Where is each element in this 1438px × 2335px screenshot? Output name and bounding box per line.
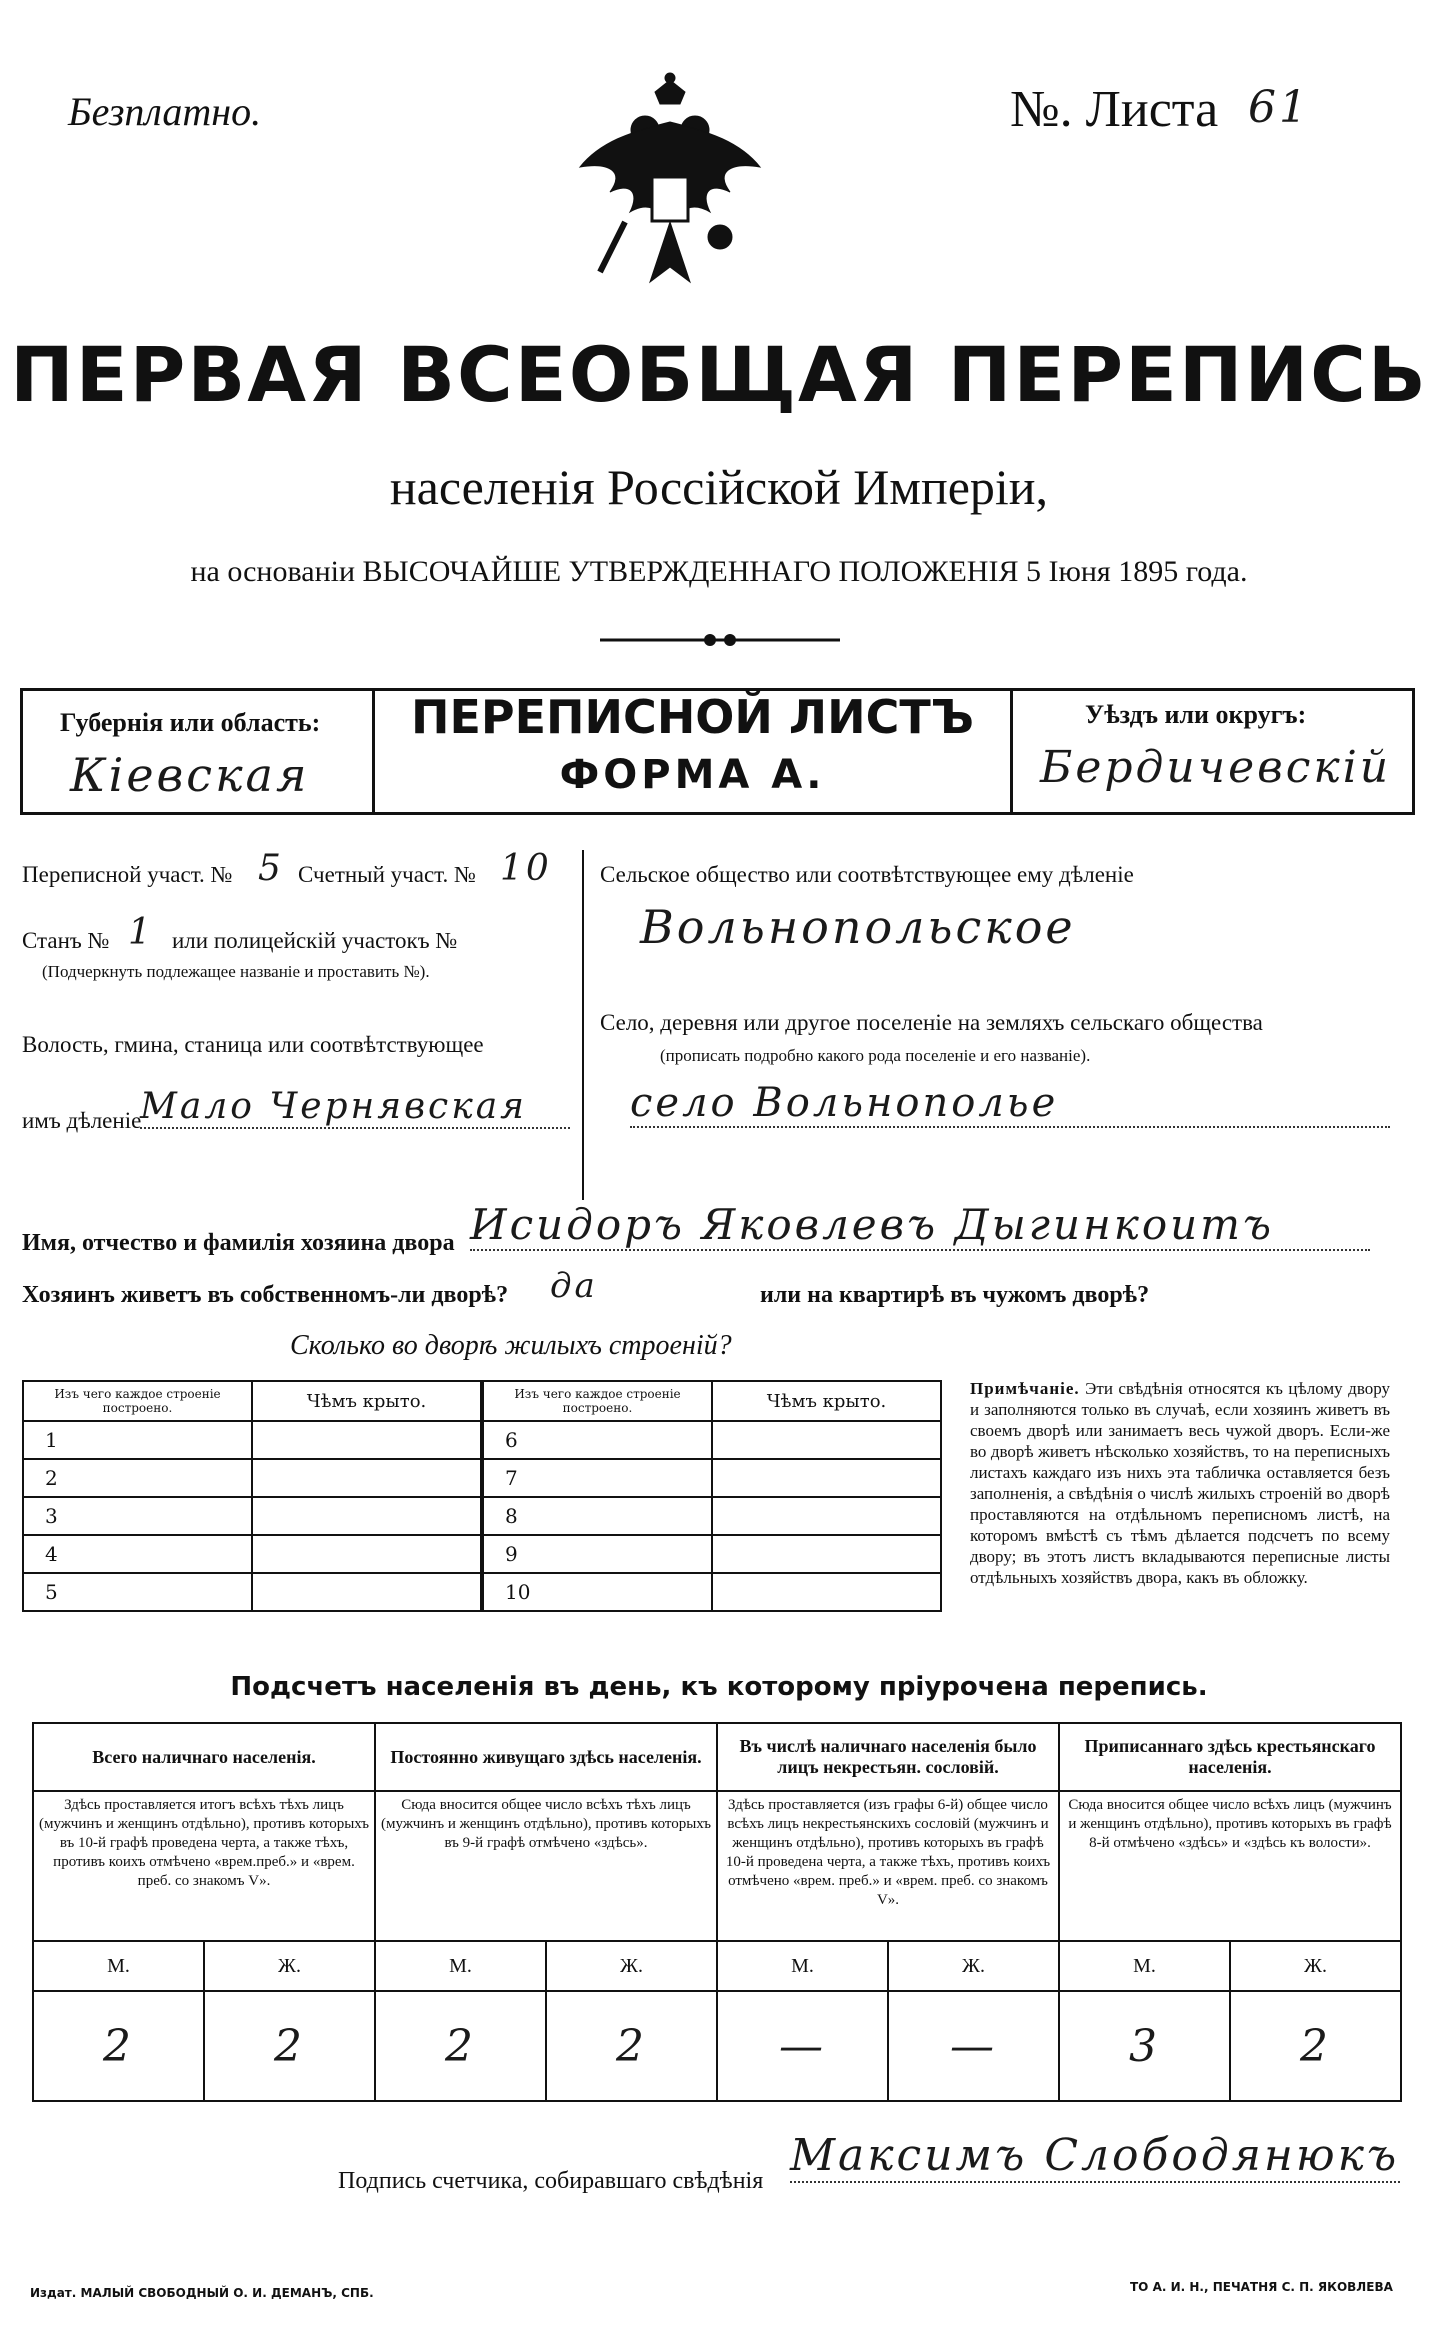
ornament-divider xyxy=(600,630,840,650)
police-label: или полицейскій участокъ № xyxy=(172,928,458,953)
column-description: Сюда вносится общее число всѣхъ лицъ (мужчинъ и женщинъ отдѣльно), противъ которыхъ въ графѣ 8-й отмѣчено «здѣсь» и «здѣсь къ волости». xyxy=(1059,1791,1401,1941)
male-label: М. xyxy=(717,1941,888,1991)
lives-value: да xyxy=(550,1266,598,1306)
table-row: 10 xyxy=(483,1573,712,1611)
table-row: 8 xyxy=(483,1497,712,1535)
female-label: Ж. xyxy=(546,1941,717,1991)
column-header: Приписаннаго здѣсь крестьянскаго населенія. xyxy=(1059,1723,1401,1791)
society-label: Сельское общество или соотвѣтствующее ему дѣленіе xyxy=(600,862,1134,887)
buildings-table-right xyxy=(482,1380,942,1612)
left-imprint: Издат. МАЛЫЙ СВОБОДНЫЙ О. И. ДЕМАНЪ, СПБ. xyxy=(30,2286,374,2300)
column-header: Чѣмъ крыто. xyxy=(252,1381,481,1421)
table-row: 6 xyxy=(483,1421,712,1459)
note-text: Эти свѣдѣнія относятся къ цѣлому двору и заполняются только въ случаѣ, если хозяинъ живетъ въ своемъ дворѣ или занимаетъ весь чужой дворъ. Если-же во дворѣ живетъ нѣсколько хозяйствъ, то на переписныхъ листахъ каждаго изъ нихъ эта табличка оставляется безъ заполненія, а свѣдѣнія о числѣ жилыхъ строеній во дворѣ проставляются на отдѣльномъ переписномъ листѣ, на которомъ вмѣстѣ съ тѣмъ дѣлается подсчетъ по всему двору; въ этотъ листъ вкладываются переписные листы отдѣльныхъ хозяйствъ двора, какъ въ обложку. xyxy=(970,1379,1391,1587)
male-count: 3 xyxy=(1059,1991,1230,2101)
table-row: 7 xyxy=(483,1459,712,1497)
note xyxy=(970,1378,1390,1588)
column-header: Изъ чего каждое строеніе построено. xyxy=(483,1381,712,1421)
female-label: Ж. xyxy=(1230,1941,1401,1991)
guberniya-label: Губернія или область: xyxy=(60,708,321,737)
table-row: 2 xyxy=(23,1459,252,1497)
owner-label: Имя, отчество и фамилія хозяина двора xyxy=(22,1230,455,1256)
female-label: Ж. xyxy=(204,1941,375,1991)
population-table xyxy=(32,1722,1402,2102)
counting-section-value: 10 xyxy=(500,848,552,889)
sheet-title: ПЕРЕПИСНОЙ ЛИСТЪ xyxy=(411,690,974,744)
column-header: Всего наличнаго населенія. xyxy=(33,1723,375,1791)
female-label: Ж. xyxy=(888,1941,1059,1991)
society-value: Вольнопольское xyxy=(640,900,1076,954)
guberniya-value: Кіевская xyxy=(70,748,310,802)
volost-label: Волость, гмина, станица или соотвѣтствующее xyxy=(22,1032,484,1057)
column-header: Чѣмъ крыто. xyxy=(712,1381,941,1421)
female-count: 2 xyxy=(1230,1991,1401,2101)
census-section-value: 5 xyxy=(258,848,284,889)
column-header: Постоянно живущаго здѣсь населенія. xyxy=(375,1723,717,1791)
legal-basis: на основаніи ВЫСОЧАЙШЕ УТВЕРЖДЕННАГО ПОЛОЖЕНІЯ 5 Іюня 1895 года. xyxy=(190,555,1248,588)
male-label: М. xyxy=(375,1941,546,1991)
column-description: Здѣсь проставляется (изъ графы 6-й) общее число всѣхъ лицъ некрестьянскихъ сословій (мужчинъ и женщинъ отдѣльно), противъ которыхъ въ графѣ 10-й проведена черта, а также тѣхъ, противъ коихъ отмѣчено «врем. преб.» и «врем. преб. со знакомъ V». xyxy=(717,1791,1059,1941)
female-count: 2 xyxy=(204,1991,375,2101)
column-header: Изъ чего каждое строеніе построено. xyxy=(23,1381,252,1421)
counting-section-label: Счетный участ. № xyxy=(298,862,476,887)
table-row: 5 xyxy=(23,1573,252,1611)
village-note: (прописать подробно какого рода поселеніе и его названіе). xyxy=(660,1046,1091,1065)
signature-label: Подпись счетчика, собиравшаго свѣдѣнія xyxy=(338,2168,764,2194)
uezd-label: Уѣздъ или округъ: xyxy=(1085,700,1307,729)
male-label: М. xyxy=(33,1941,204,1991)
village-value: село Вольнополье xyxy=(630,1080,1390,1128)
owner-value: Исидоръ Яковлевъ Дыгинкоитъ xyxy=(470,1200,1370,1251)
village-label: Село, деревня или другое поселеніе на земляхъ сельскаго общества xyxy=(600,1010,1263,1035)
census-section-label: Переписной участ. № xyxy=(22,862,233,887)
sheet-number-value: 61 xyxy=(1248,82,1310,133)
male-count: 2 xyxy=(375,1991,546,2101)
table-row: 4 xyxy=(23,1535,252,1573)
male-count: — xyxy=(717,1991,888,2101)
sheet-number-label: №. Листа xyxy=(1010,81,1219,138)
free-label: Безплатно. xyxy=(68,89,262,134)
right-imprint: ТО А. И. Н., ПЕЧАТНЯ С. П. ЯКОВЛЕВА xyxy=(1130,2280,1393,2294)
buildings-question: Сколько во дворѣ жилыхъ строеній? xyxy=(290,1330,732,1361)
buildings-table-left xyxy=(22,1380,482,1612)
female-count: — xyxy=(888,1991,1059,2101)
table-row: 3 xyxy=(23,1497,252,1535)
male-label: М. xyxy=(1059,1941,1230,1991)
population-title: Подсчетъ населенія въ день, къ которому пріурочена перепись. xyxy=(230,1672,1208,1702)
column-header: Въ числѣ наличнаго населенія было лицъ некрестьян. сословій. xyxy=(717,1723,1059,1791)
page-subtitle: населенія Россійской Имперіи, xyxy=(389,459,1049,515)
lives-label-2: или на квартирѣ въ чужомъ дворѣ? xyxy=(760,1282,1150,1308)
female-count: 2 xyxy=(546,1991,717,2101)
note-label: Примѣчаніе. xyxy=(970,1379,1080,1398)
male-count: 2 xyxy=(33,1991,204,2101)
stan-value: 1 xyxy=(128,912,154,953)
stan-note: (Подчеркнуть подлежащее названіе и проставить №). xyxy=(42,962,430,981)
table-row: 9 xyxy=(483,1535,712,1573)
lives-label: Хозяинъ живетъ въ собственномъ-ли дворѣ? xyxy=(22,1282,509,1308)
stan-label: Станъ № xyxy=(22,928,110,953)
volost-value: Мало Чернявская xyxy=(140,1086,570,1129)
page-title: ПЕРВАЯ ВСЕОБЩАЯ ПЕРЕПИСЬ xyxy=(10,330,1428,419)
form-label: ФОРМА А. xyxy=(559,752,826,798)
uezd-value: Бердичевскій xyxy=(1040,742,1392,793)
column-description: Сюда вносится общее число всѣхъ тѣхъ лицъ (мужчинъ и женщинъ отдѣльно), противъ которыхъ въ 9-й графѣ отмѣчено «здѣсь». xyxy=(375,1791,717,1941)
table-row: 1 xyxy=(23,1421,252,1459)
column-description: Здѣсь проставляется итогъ всѣхъ тѣхъ лицъ (мужчинъ и женщинъ отдѣльно), противъ которыхъ въ 10-й графѣ проведена черта, а также тѣхъ, противъ коихъ отмѣчено «врем.преб.» и «врем. преб. со знакомъ V». xyxy=(33,1791,375,1941)
signature-value: Максимъ Слободянюкъ xyxy=(790,2130,1400,2181)
imperial-eagle-icon xyxy=(570,72,770,302)
volost-label-2: имъ дѣленіе xyxy=(22,1108,142,1133)
